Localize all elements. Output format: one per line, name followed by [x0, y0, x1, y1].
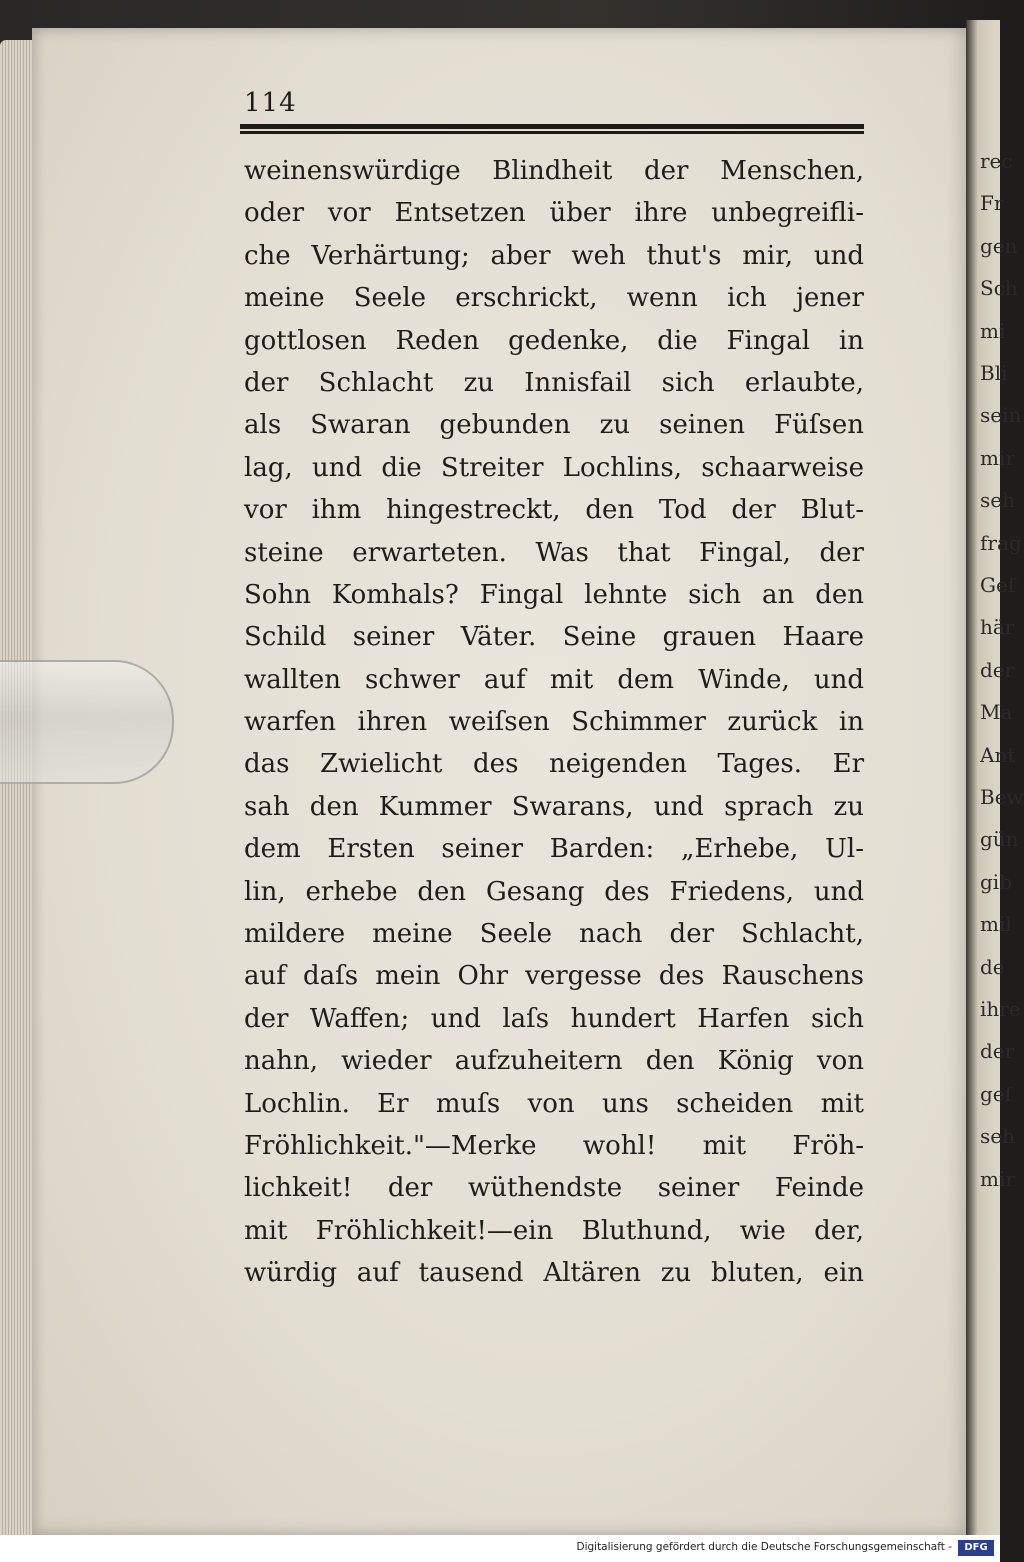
facing-page-fragment: mi: [980, 318, 1006, 343]
text-line: Schild seiner Väter. Seine grauen Haare: [244, 622, 864, 653]
text-line: che Verhärtung; aber weh thut's mir, und: [244, 240, 864, 271]
text-line: steine erwarteten. Was that Fingal, der: [244, 537, 864, 568]
text-line: das Zwielicht des neigenden Tages. Er: [244, 749, 864, 780]
digitization-footer: [0, 1535, 1000, 1562]
facing-page-fragment: gün: [980, 827, 1019, 852]
dfg-logo: DFG: [958, 1540, 994, 1556]
page-number: 114: [244, 88, 297, 118]
facing-page-fragment: Fr: [980, 191, 1004, 216]
text-line: weinenswürdige Blindheit der Menschen,: [244, 156, 864, 186]
facing-page-fragment: der: [980, 1039, 1015, 1064]
facing-page-fragment: seh: [980, 1124, 1015, 1149]
page-clip: [0, 660, 174, 784]
text-line: nahn, wieder aufzuheitern den König von: [244, 1046, 864, 1077]
text-line: als Swaran gebunden zu seinen Füſsen: [244, 410, 864, 441]
facing-page-fragment: gib: [980, 869, 1013, 894]
header-rule-thin: [240, 131, 864, 134]
facing-page-fragment: mil: [980, 912, 1012, 937]
text-line: vor ihm hingestreckt, den Tod der Blut-: [244, 495, 864, 526]
text-line: sah den Kummer Swarans, und sprach zu: [244, 791, 864, 822]
text-line: gottlosen Reden gedenke, die Fingal in: [244, 325, 864, 356]
facing-page-edge: [966, 20, 1024, 1540]
text-line: dem Ersten seiner Barden: „Erhebe, Ul-: [244, 834, 864, 865]
text-line: würdig auf tausend Altären zu bluten, ein: [244, 1258, 864, 1289]
text-line: Fröhlichkeit."—Merke wohl! mit Fröh-: [244, 1130, 864, 1161]
facing-page-fragment: Bew: [980, 785, 1024, 809]
facing-page-fragment: Sch: [980, 276, 1018, 301]
facing-page-fragment: seh: [980, 488, 1015, 513]
funding-credit: Digitalisierung gefördert durch die Deutsche Forschungsgemeinschaft -: [576, 1541, 952, 1553]
text-line: warfen ihren weiſsen Schimmer zurück in: [244, 707, 864, 738]
facing-page-fragment: frag: [980, 530, 1022, 555]
text-line: der Waffen; und laſs hundert Harfen sich: [244, 1003, 864, 1034]
text-line: lin, erhebe den Gesang des Friedens, und: [244, 876, 864, 907]
header-rule: [240, 124, 864, 129]
facing-page-fragment: sein: [980, 403, 1022, 428]
text-line: oder vor Entsetzen über ihre unbegreifli-: [244, 198, 864, 229]
text-line: auf daſs mein Ohr vergesse des Rauschens: [244, 961, 864, 992]
facing-page-fragment: Ma: [980, 700, 1013, 725]
facing-page-fragment: här: [980, 615, 1015, 640]
facing-page-fragment: geſ: [980, 1081, 1013, 1106]
text-line: mildere meine Seele nach der Schlacht,: [244, 919, 864, 950]
text-line: meine Seele erschrickt, wenn ich jener: [244, 283, 864, 314]
text-line: lichkeit! der wüthendste seiner Feinde: [244, 1173, 864, 1204]
facing-page-fragment: ihre: [980, 997, 1021, 1021]
facing-page-fragment: Bli: [980, 361, 1008, 385]
facing-page-fragment: gen: [980, 233, 1018, 258]
facing-page-fragment: Ant: [980, 742, 1016, 767]
text-line: Lochlin. Er muſs von uns scheiden mit: [244, 1088, 864, 1119]
text-line: wallten schwer auf mit dem Winde, und: [244, 664, 864, 695]
facing-page-fragment: rec: [980, 149, 1013, 173]
facing-page-fragment: mir: [980, 445, 1015, 470]
facing-page-fragment: der: [980, 657, 1015, 682]
text-line: der Schlacht zu Innisfail sich erlaubte,: [244, 367, 864, 398]
text-line: lag, und die Streiter Lochlins, schaarweise: [244, 452, 864, 483]
facing-page-fragment: Geſ: [980, 573, 1016, 597]
body-text: [244, 150, 864, 1295]
text-line: Sohn Komhals? Fingal lehnte sich an den: [244, 579, 864, 610]
text-line: mit Fröhlichkeit!—ein Bluthund, wie der,: [244, 1215, 864, 1246]
facing-page-fragment: de: [980, 954, 1005, 979]
facing-page-fragment: mir: [980, 1166, 1015, 1191]
